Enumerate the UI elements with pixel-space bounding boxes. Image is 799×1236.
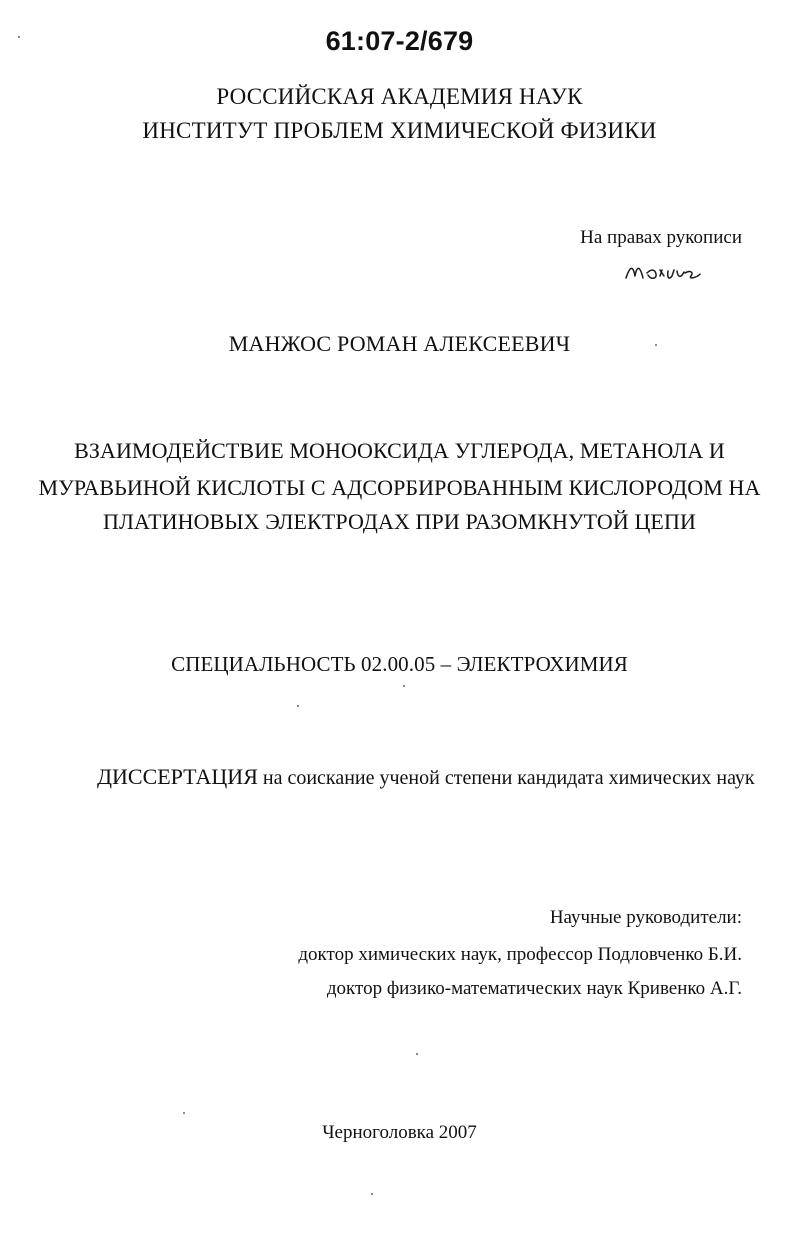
supervisor-line: доктор химических наук, профессор Подловченко Б.И.: [298, 944, 742, 965]
thesis-description: на соискание ученой степени кандидата химических наук: [257, 767, 755, 789]
scan-speck: [371, 1193, 373, 1195]
handwritten-signature: [622, 258, 702, 288]
scan-speck: [183, 1112, 185, 1114]
manuscript-rights-note: На правах рукописи: [580, 227, 742, 248]
thesis-statement: [97, 764, 755, 790]
author-name: МАНЖОС РОМАН АЛЕКСЕЕВИЧ: [228, 331, 571, 356]
dissertation-title-line: ВЗАИМОДЕЙСТВИЕ МОНООКСИДА УГЛЕРОДА, МЕТАНОЛА И: [74, 438, 725, 463]
scan-speck: [403, 685, 405, 687]
organization-line-institute: ИНСТИТУТ ПРОБЛЕМ ХИМИЧЕСКОЙ ФИЗИКИ: [142, 118, 657, 143]
archive-stamp-code: 61:07-2/679: [325, 26, 474, 56]
supervisors-heading: Научные руководители:: [549, 907, 742, 928]
scan-speck: [18, 36, 20, 38]
organization-line-academy: РОССИЙСКАЯ АКАДЕМИЯ НАУК: [216, 84, 583, 109]
scan-speck: [655, 344, 657, 346]
dissertation-title-line: МУРАВЬИНОЙ КИСЛОТЫ С АДСОРБИРОВАННЫМ КИСЛОРОДОМ НА: [38, 475, 761, 500]
specialty-line: СПЕЦИАЛЬНОСТЬ 02.00.05 – ЭЛЕКТРОХИМИЯ: [171, 652, 628, 676]
dissertation-title-line: ПЛАТИНОВЫХ ЭЛЕКТРОДАХ ПРИ РАЗОМКНУТОЙ ЦЕПИ: [103, 509, 696, 534]
scan-speck: [297, 705, 299, 707]
city-and-year: Черноголовка 2007: [322, 1122, 477, 1143]
supervisor-line: доктор физико-математических наук Кривенко А.Г.: [326, 978, 742, 999]
scan-speck: [416, 1053, 418, 1055]
thesis-label: ДИССЕРТАЦИЯ: [97, 764, 258, 789]
